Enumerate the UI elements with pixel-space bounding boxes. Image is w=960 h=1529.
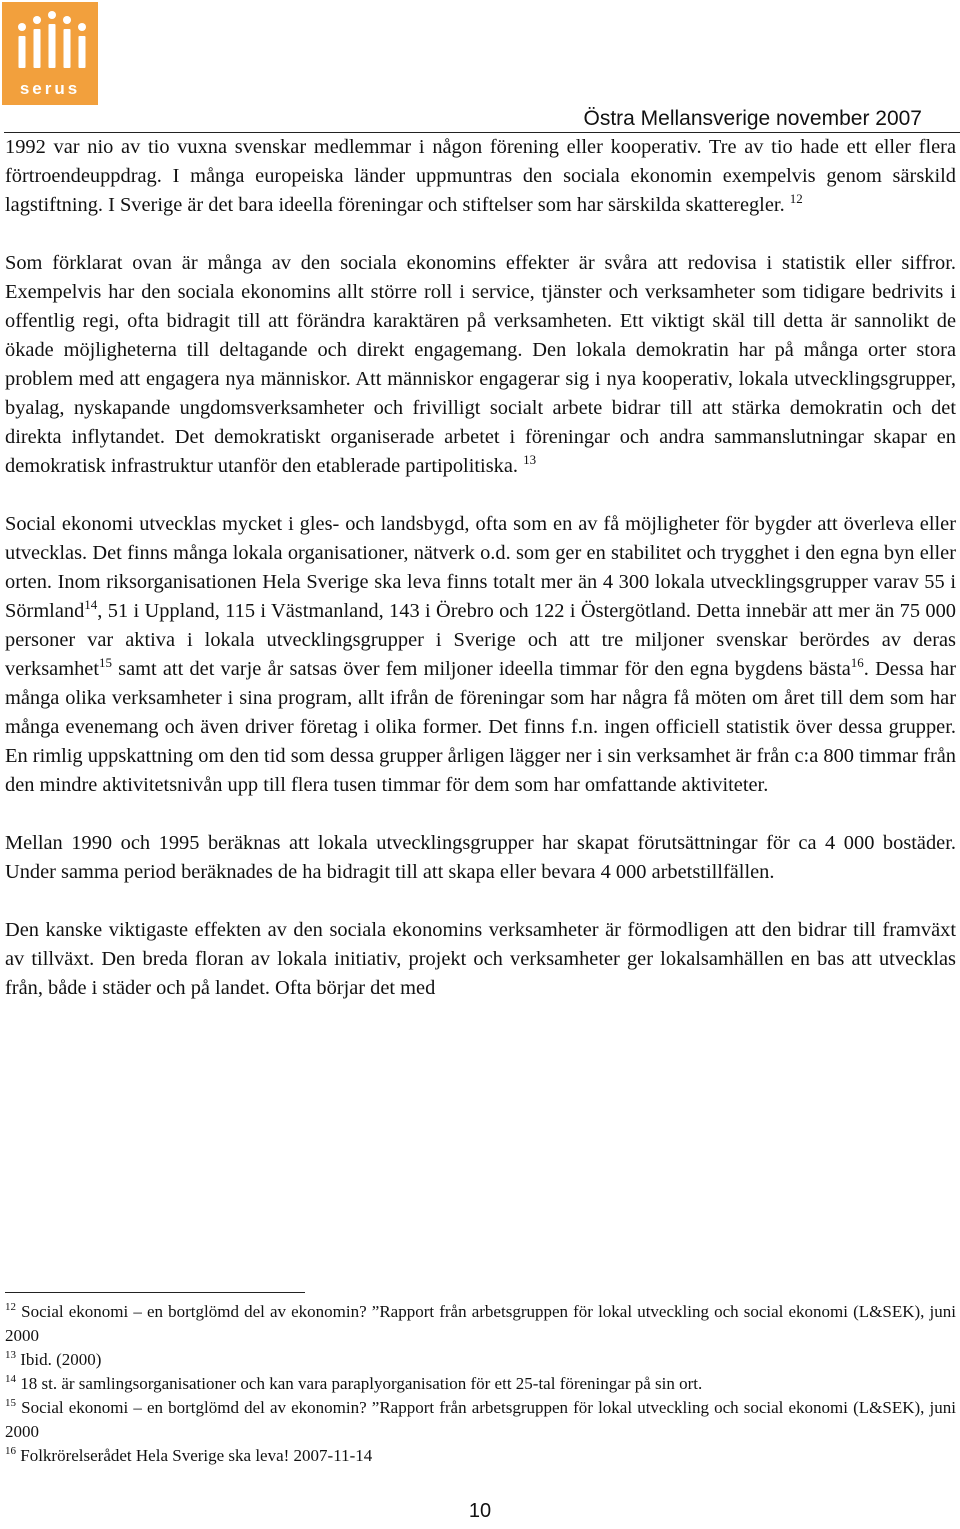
paragraph: Som förklarat ovan är många av den sociala ekonomins effekter är svåra att redovisa i statistik eller siffror. Exempelvis har den sociala ekonomins allt större roll i service, tjänster och verksamheter som tidigare bedrivits i offentlig regi, ofta bidragit till att förändra karaktären på verksamheten. Ett viktigt skäl till detta är sannolikt de ökade möjligheterna till deltagande och direkt engagemang. Den lokala demokratin har på många orter stora problem med att engagera nya människor. Att människor engagerar sig i nya kooperativ, lokala utvecklingsgrupper, byalag, nyskapande ungdomsverksamheter och frivilligt socialt arbete bidrar till att stärka demokratin och det direkta inflytandet. Det demokratiskt organiserade arbetet i föreningar och andra sammanslutningar skapar en demokratisk infrastruktur utanför den etablerade partipolitiska. $^{13}$ xyxy=(5,252,956,477)
header-title: Östra Mellansverige november 2007 xyxy=(583,107,922,130)
footnote-ref[interactable]: 12 xyxy=(789,191,803,206)
serus-logo xyxy=(2,2,98,105)
logo-text: serus xyxy=(19,79,81,98)
page-number: 10 xyxy=(468,1500,492,1522)
paragraph: Social ekonomi utvecklas mycket i gles- och landsbygd, ofta som en av få möjligheter för bygder att överleva eller utvecklas. Det finns många lokala organisationer, nätverk o.d. som ger en stabilitet och trygghet i den egna byn eller orten. Inom riksorganisationen Hela Sverige ska leva finns totalt mer än 4 300 lokala utvecklingsgrupper varav 55 i Sörmland$^{14}$, 51 i Uppland, 115 i Västmanland, 143 i Örebro och 122 i Östergötland. Detta innebär att mer än 75 000 personer var aktiva i lokala utvecklingsgrupper i Sverige och att tre miljoner svenskar berördes av deras verksamhet$^{15}$ samt att det varje år satsas över fem miljoner ideella timmar för den egna bygdens bästa$^{16}$. Dessa har många olika verksamheter i sina program, allt ifrån de föreningar som har några få möten om året till dem som har många evenemang och även driver företag i olika former. Det finns f.n. ingen officiell statistik över dessa grupper. En rimlig uppskattning om den tid som dessa grupper årligen lägger ner i sin verksamhet är från c:a 800 timmar från den mindre aktivitetsnivån upp till flera tusen timmar för dem som har omfattande aktiviteter. xyxy=(5,513,956,796)
logo-mark-icon xyxy=(2,2,98,82)
footnote-divider xyxy=(5,1292,305,1293)
footnote: $^{13}$ Ibid. (2000) xyxy=(5,1349,102,1369)
footnote-ref[interactable]: 13 xyxy=(523,452,537,467)
footnote-ref[interactable]: 16 xyxy=(850,655,864,670)
footnote: $^{14}$ 18 st. är samlingsorganisationer och kan vara paraplyorganisation för ett 25-tal föreningar på sin ort. xyxy=(5,1373,703,1393)
paragraph: Mellan 1990 och 1995 beräknas att lokala utvecklingsgrupper har skapat förutsättningar för ca 4 000 bostäder. Under samma period beräknades de ha bidragit till att skapa eller bevara 4 000 arbetstillfällen. xyxy=(5,832,956,883)
footnote: $^{16}$ Folkrörelserådet Hela Sverige ska leva! 2007-11-14 xyxy=(5,1445,373,1465)
paragraph: Den kanske viktigaste effekten av den sociala ekonomins verksamheter är förmodligen att den bidrar till framväxt av tillväxt. Den breda floran av lokala initiativ, projekt och verksamheter ger lokalsamhällen en bas att utvecklas från, både i städer och på landet. Ofta börjar det med xyxy=(5,919,956,999)
footnote-ref[interactable]: 14 xyxy=(84,597,98,612)
footnote-ref[interactable]: 15 xyxy=(99,655,112,670)
paragraph: 1992 var nio av tio vuxna svenskar medlemmar i någon förening eller kooperativ. Tre av tio hade ett eller flera förtroendeuppdrag. I många europeiska länder uppmuntras den sociala ekonomin exempelvis genom särskild lagstiftning. I Sverige är det bara ideella föreningar och stiftelser som har särskilda skatteregler. $^{12}$ xyxy=(5,136,956,216)
footnote: $^{12}$ Social ekonomi – en bortglömd del av ekonomin? ”Rapport från arbetsgruppen för lokal utveckling och social ekonomi (L&SEK), juni 2000 xyxy=(5,1301,956,1345)
footnote: $^{15}$ Social ekonomi – en bortglömd del av ekonomin? ”Rapport från arbetsgruppen för lokal utveckling och social ekonomi (L&SEK), juni 2000 xyxy=(5,1397,956,1441)
main-body xyxy=(5,133,956,1032)
footnotes xyxy=(5,1300,956,1468)
